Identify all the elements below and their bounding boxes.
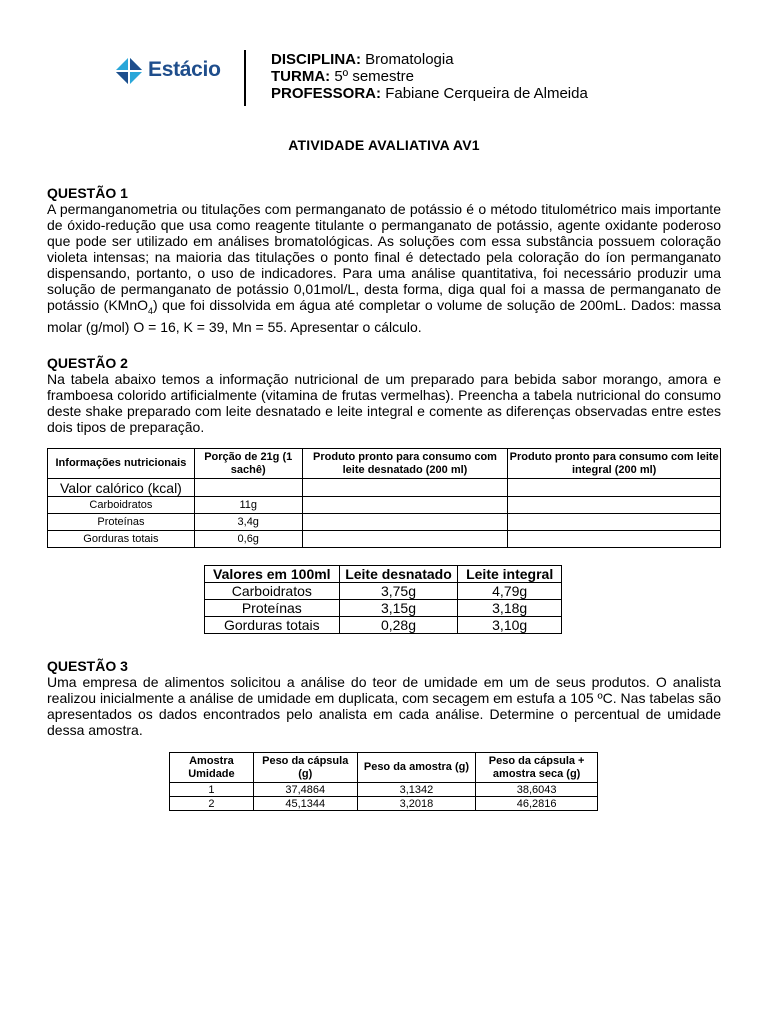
table-header: Peso da cápsula + amostra seca (g) bbox=[476, 753, 598, 783]
estacio-logo bbox=[114, 54, 224, 88]
table-row: Proteínas 3,15g 3,18g bbox=[205, 600, 562, 617]
q3-heading: QUESTÃO 3 bbox=[47, 658, 128, 674]
q1-text: A permanganometria ou titulações com permanganato de potássio é o método titulométrico mais importante de óxido-redução que usa como reagente titulante o permanganato de potássio, agente oxidante poderoso que pode ser utilizado em análises bromatológicas. As soluções com essa substância possuem coloração violeta intensas; na maioria das titulações o ponto final é detectado pela coloração do íon permanganato dispensando, portanto, o uso de indicadores. Para uma análise quantitativa, foi necessário produzir uma solução de permanganato de potássio 0,01mol/L, desta forma, diga qual foi a massa de permanganato de potássio (KMnO$_4$) que foi dissolvida em água até completar o volume de solução de 200mL. Dados: massa molar (g/mol) O = 16, K = 39, Mn = 55. Apresentar o cálculo. bbox=[47, 201, 721, 335]
table-row: Carboidratos 11g bbox=[48, 497, 721, 514]
estacio-logo-icon bbox=[114, 56, 144, 86]
table-row: 1 37,4864 3,1342 38,6043 bbox=[170, 783, 598, 797]
table-header: Peso da cápsula (g) bbox=[253, 753, 357, 783]
table-header: Produto pronto para consumo com leite desnatado (200 ml) bbox=[302, 449, 508, 479]
table-row: 2 45,1344 3,2018 46,2816 bbox=[170, 797, 598, 811]
header-line-turma: TURMA: 5º semestre bbox=[271, 68, 415, 85]
q1-heading: QUESTÃO 1 bbox=[47, 185, 128, 201]
table-header: Produto pronto para consumo com leite integral (200 ml) bbox=[508, 449, 721, 479]
table-row: Carboidratos 3,75g 4,79g bbox=[205, 583, 562, 600]
table-header: Porção de 21g (1 sachê) bbox=[194, 449, 302, 479]
header-divider bbox=[244, 50, 246, 106]
table-header: Informações nutricionais bbox=[48, 449, 195, 479]
table-row: Valor calórico (kcal) bbox=[48, 479, 721, 497]
moisture-table bbox=[169, 752, 598, 811]
header-line-disciplina: DISCIPLINA: Bromatologia bbox=[271, 51, 454, 68]
table-header: Valores em 100ml bbox=[205, 566, 340, 583]
table-header: Leite integral bbox=[458, 566, 562, 583]
header-line-professora: PROFESSORA: Fabiane Cerqueira de Almeida bbox=[271, 85, 588, 102]
table-header: Amostra Umidade bbox=[170, 753, 254, 783]
page-title: ATIVIDADE AVALIATIVA AV1 bbox=[288, 137, 480, 153]
nutrition-table bbox=[47, 448, 721, 548]
table-row: Proteínas 3,4g bbox=[48, 514, 721, 531]
table-row: Gorduras totais 0,6g bbox=[48, 531, 721, 548]
table-header: Peso da amostra (g) bbox=[357, 753, 476, 783]
table-row: Gorduras totais 0,28g 3,10g bbox=[205, 617, 562, 634]
milk-values-table bbox=[204, 565, 562, 634]
q2-text: Na tabela abaixo temos a informação nutricional de um preparado para bebida sabor morango, amora e framboesa colorido artificialmente (vitamina de frutas vermelhas). Preencha a tabela nutricional do consumo deste shake preparado com leite desnatado e leite integral e comente as diferenças observadas entre estes dois tipos de preparação. bbox=[47, 371, 721, 435]
logo-text: Estácio bbox=[148, 58, 221, 81]
table-header: Leite desnatado bbox=[339, 566, 458, 583]
q2-heading: QUESTÃO 2 bbox=[47, 355, 128, 371]
q3-text: Uma empresa de alimentos solicitou a análise do teor de umidade em um de seus produtos. O analista realizou inicialmente a análise de umidade em duplicata, com secagem em estufa a 105 ºC. Nas tabelas são apresentados os dados encontrados pelo analista em cada análise. Determine o percentual de umidade dessa amostra. bbox=[47, 674, 721, 738]
